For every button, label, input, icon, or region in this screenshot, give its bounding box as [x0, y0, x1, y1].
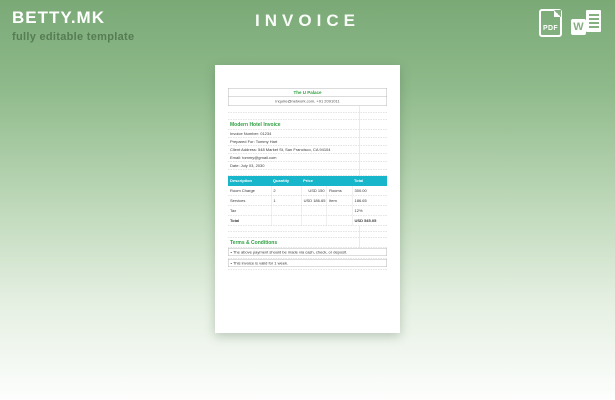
- cell-description: Tax: [230, 208, 237, 213]
- terms-bullet: • The above payment should be made via cash, check, or deposit.: [228, 248, 387, 256]
- invoice-content: [228, 88, 387, 270]
- word-document-sheet: [586, 10, 601, 32]
- pdf-download-icon[interactable]: [539, 9, 562, 37]
- doc-line: [589, 26, 599, 28]
- invoice-date: Date: July 03, 2030: [230, 163, 265, 168]
- cell-total: 186.65: [352, 196, 387, 206]
- word-download-icon[interactable]: [571, 9, 601, 37]
- cell-description: Room Charge: [230, 188, 255, 193]
- cell-price: USD 150: [301, 186, 326, 196]
- table-row: [228, 186, 387, 196]
- col-quantity: Quantity: [272, 178, 290, 183]
- empty-row: [228, 106, 387, 113]
- cell-description: Services: [230, 198, 246, 203]
- info-row: [228, 162, 387, 170]
- doc-line: [589, 22, 599, 24]
- invoice-document[interactable]: [215, 65, 400, 333]
- cell-total-label: Total: [230, 218, 240, 223]
- table-row-tax: [228, 206, 387, 216]
- cell-quantity: 2: [271, 186, 301, 196]
- pdf-icon-label: PDF: [543, 25, 558, 32]
- cell-quantity: 1: [271, 196, 301, 206]
- page-fold-corner: [554, 10, 561, 17]
- word-icon-letter: W: [571, 19, 586, 35]
- col-description: Description: [230, 178, 253, 183]
- contact-row: [228, 97, 387, 106]
- invoice-section-title: Modern Hotel Invoice: [230, 121, 281, 128]
- doc-line: [589, 14, 599, 16]
- items-table-header: [228, 176, 387, 186]
- section-title-row: [228, 120, 387, 130]
- terms-bullet: • This invoice is valid for 1 week.: [228, 259, 387, 267]
- table-row-total: [228, 216, 387, 226]
- cell-total: 300.00: [352, 186, 387, 196]
- cell-tax-value: 12%: [352, 206, 387, 216]
- doc-line: [589, 18, 599, 20]
- col-blank: [327, 176, 352, 186]
- brand-tagline: fully editable template: [12, 31, 135, 43]
- terms-title: Terms & Conditions: [230, 239, 278, 246]
- cell-unit: Item: [327, 196, 352, 206]
- page-title: INVOICE: [255, 11, 360, 30]
- client-address: Client Address: 548 Market St, San Francisco, CA 94104: [230, 147, 331, 152]
- hotel-name-row: [228, 88, 387, 97]
- invoice-number: Invoice Number: 01234: [230, 131, 272, 136]
- cell-price: USD 186.65: [301, 196, 326, 206]
- hotel-name: The U Palace: [293, 90, 322, 95]
- brand-logo: BETTY.MK: [12, 8, 105, 27]
- cell-unit: Rooms: [327, 186, 352, 196]
- col-total: Total: [354, 178, 364, 183]
- cell-grand-total: USD 545.05: [352, 216, 387, 226]
- download-icons: [539, 9, 601, 37]
- table-row: [228, 196, 387, 206]
- terms-title-row: [228, 238, 387, 248]
- contact-line: inquire@network.com, +91 2091011: [275, 98, 340, 104]
- col-price: Price: [303, 178, 313, 183]
- prepared-for: Prepared For: Tommy Hart: [230, 139, 278, 144]
- client-email: Email: tommy@gmail.com: [230, 155, 277, 160]
